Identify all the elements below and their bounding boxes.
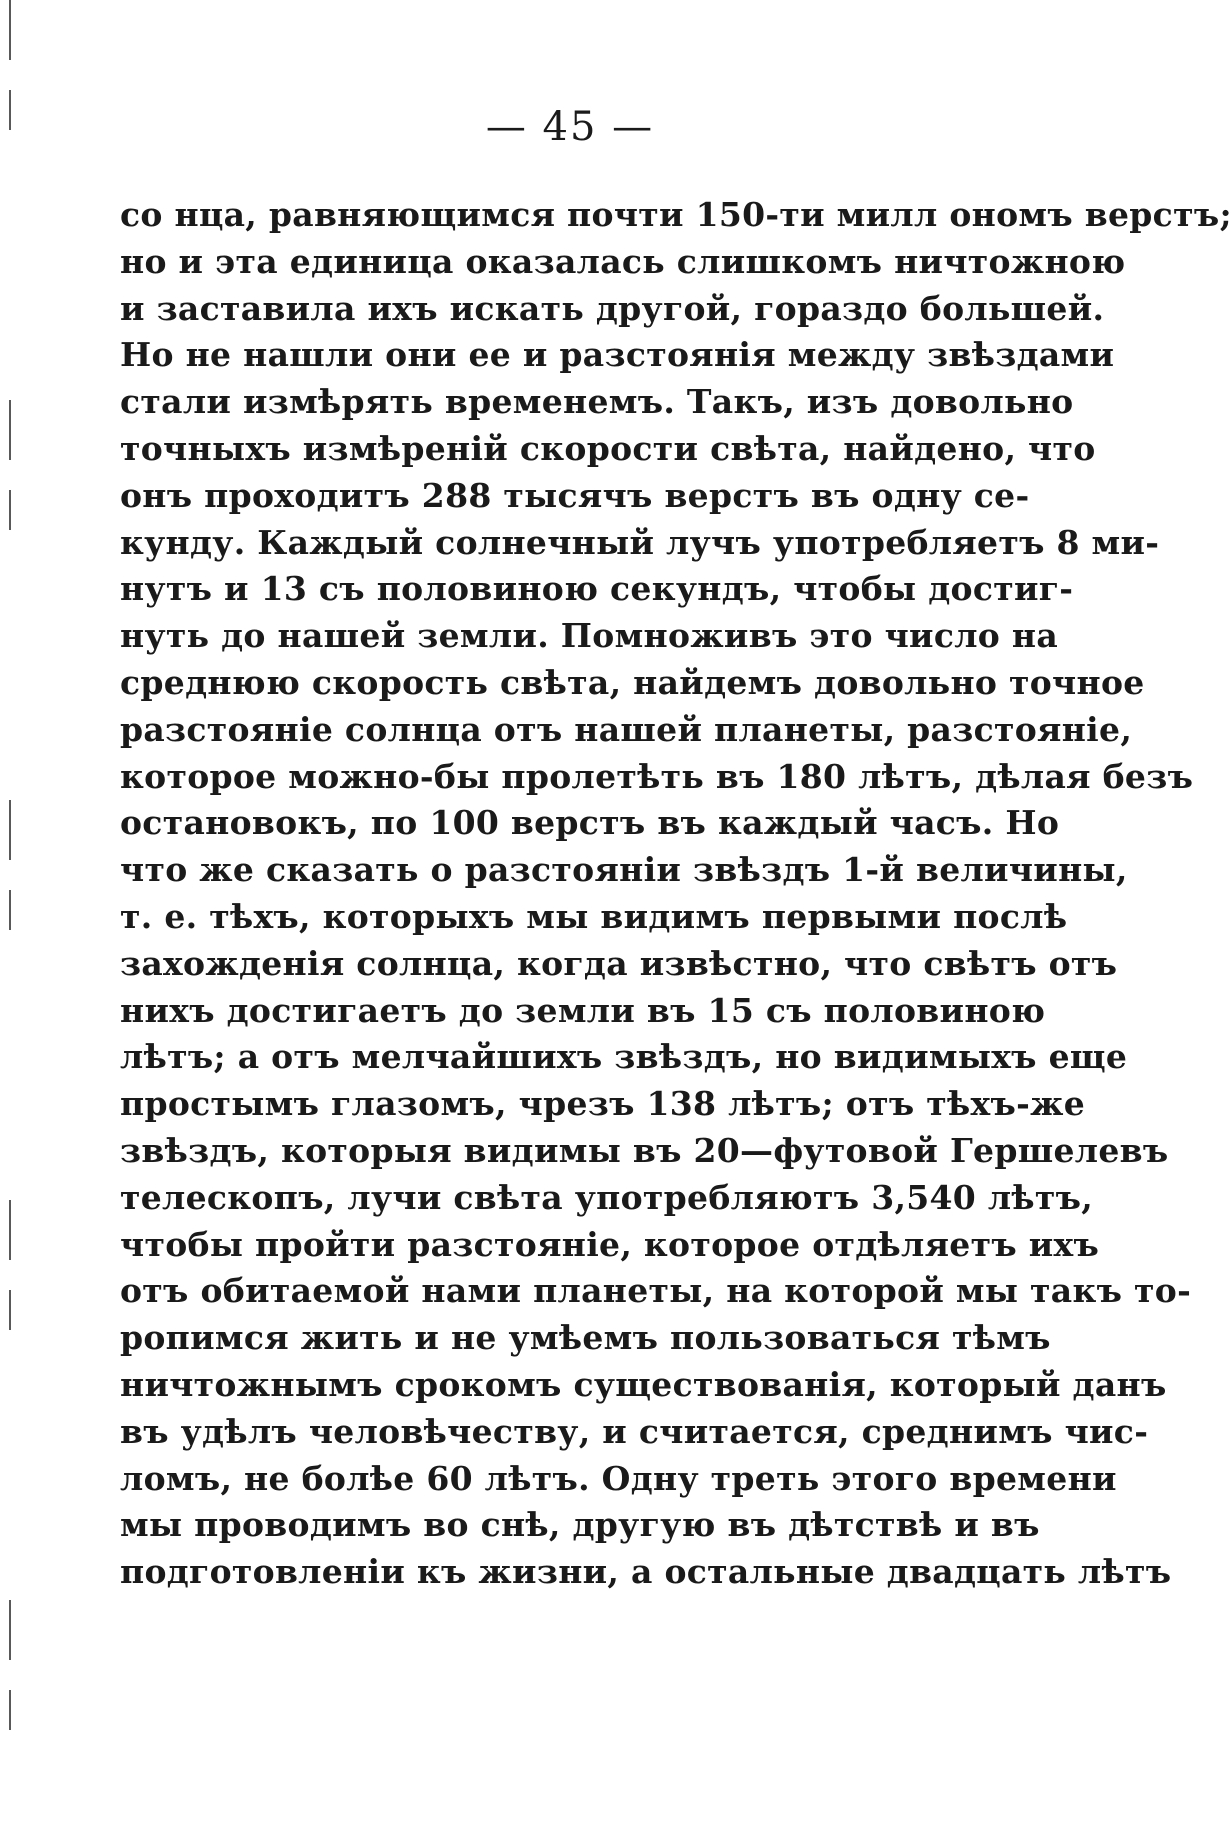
text-line: нуть до нашей земли. Помноживъ это число на: [120, 616, 1059, 656]
text-line: со нца, равняющимся почти 150-ти милл ономъ верстъ;: [120, 195, 1232, 234]
text-line: нутъ и 13 съ половиною секундъ, чтобы достиг-: [120, 569, 1074, 609]
text-line: лѣтъ; а отъ мелчайшихъ звѣздъ, но видимыхъ еще: [120, 1037, 1128, 1077]
text-line: стали измѣрять временемъ. Такъ, изъ довольно: [120, 382, 1074, 422]
text-line: звѣздъ, которыя видимы въ 20—футовой Гершелевъ: [120, 1130, 1169, 1170]
scan-edge-line: [9, 0, 11, 1840]
text-line: простымъ глазомъ, чрезъ 138 лѣтъ; отъ тѣхъ-же: [120, 1084, 1086, 1124]
text-line: подготовленіи къ жизни, а остальные двадцать лѣтъ: [120, 1552, 1172, 1592]
text-line: среднюю скорость свѣта, найдемъ довольно точное: [120, 662, 1145, 702]
text-line: но и эта единица оказалась слишкомъ ничтожною: [120, 241, 1126, 281]
text-line: точныхъ измѣреній скорости свѣта, найдено, что: [120, 428, 1096, 468]
text-line: чтобы пройти разстояніе, которое отдѣляетъ ихъ: [120, 1224, 1100, 1264]
text-line: нихъ достигаетъ до земли въ 15 съ половиною: [120, 990, 1046, 1030]
text-line: Но не нашли они ее и разстоянія между звѣздами: [120, 335, 1115, 375]
page-number: — 45 —: [485, 104, 655, 150]
text-line: остановокъ, по 100 верстъ въ каждый часъ. Но: [120, 803, 1060, 843]
text-line: т. е. тѣхъ, которыхъ мы видимъ первыми послѣ: [120, 896, 1068, 936]
text-line: разстояніе солнца отъ нашей планеты, разстояніе,: [120, 709, 1133, 749]
text-line: телескопъ, лучи свѣта употребляютъ 3,540 лѣтъ,: [120, 1177, 1094, 1217]
text-line: въ удѣлъ человѣчеству, и считается, среднимъ чис-: [120, 1411, 1149, 1451]
text-line: и заставила ихъ искать другой, гораздо большей.: [120, 288, 1105, 328]
text-line: захожденія солнца, когда извѣстно, что свѣтъ отъ: [120, 943, 1118, 983]
text-line: кунду. Каждый солнечный лучъ употребляетъ 8 ми-: [120, 522, 1160, 562]
body-text: [120, 192, 1232, 1596]
text-line: ломъ, не болѣе 60 лѣтъ. Одну треть этого времени: [120, 1458, 1117, 1498]
text-line: ничтожнымъ срокомъ существованія, который данъ: [120, 1364, 1167, 1404]
text-line: которое можно-бы пролетѣть въ 180 лѣтъ, дѣлая безъ: [120, 756, 1194, 796]
text-line: ропимся жить и не умѣемъ пользоваться тѣмъ: [120, 1318, 1051, 1358]
text-line: онъ проходитъ 288 тысячъ верстъ въ одну се-: [120, 475, 1030, 515]
text-line: отъ обитаемой нами планеты, на которой мы такъ то-: [120, 1271, 1192, 1311]
text-line: мы проводимъ во снѣ, другую въ дѣтствѣ и въ: [120, 1505, 1040, 1545]
text-line: что же сказать о разстояніи звѣздъ 1-й величины,: [120, 850, 1128, 890]
